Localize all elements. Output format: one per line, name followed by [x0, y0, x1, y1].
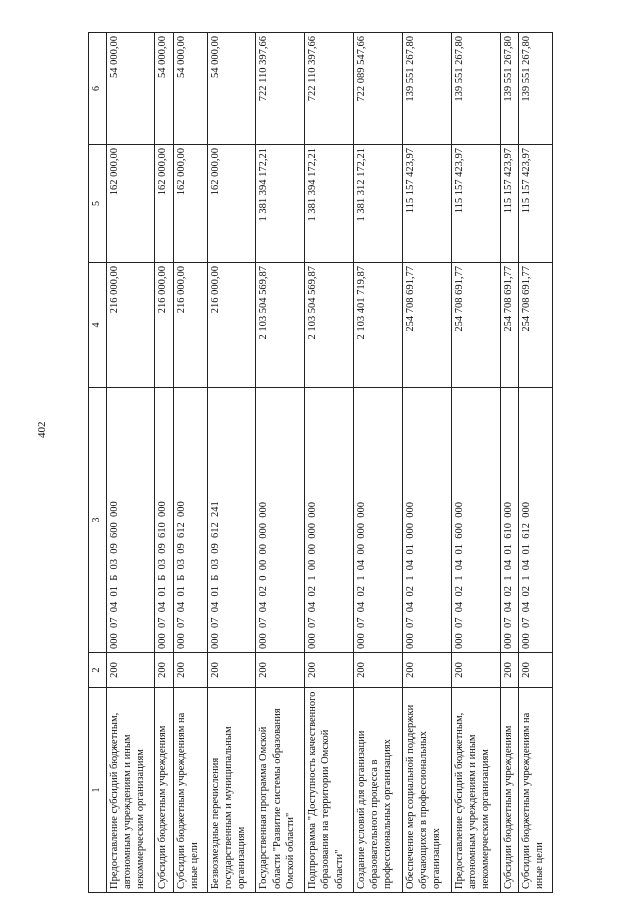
- row-classification: 000 07 04 01 Б 03 09 612 241: [207, 388, 256, 653]
- row-value-col5: 115 157 423,97: [402, 145, 451, 263]
- row-value-col5: 1 381 394 172,21: [256, 145, 305, 263]
- table-row: [305, 33, 354, 893]
- row-code: 200: [305, 653, 354, 688]
- row-value-col6: 722 110 397,66: [305, 33, 354, 145]
- row-value-col5: 1 381 312 172,21: [354, 145, 403, 263]
- row-code: 200: [207, 653, 256, 688]
- row-value-col4: 216 000,00: [207, 263, 256, 388]
- row-code: 200: [402, 653, 451, 688]
- column-header: 5: [89, 145, 107, 263]
- column-header: 4: [89, 263, 107, 388]
- row-value-col6: 139 551 267,80: [519, 33, 553, 145]
- row-classification: 000 07 04 02 1 04 00 000 000: [354, 388, 403, 653]
- row-name: Субсидии бюджетным учреждениям на иные цели: [519, 688, 553, 893]
- budget-table: [88, 32, 553, 893]
- row-value-col4: 254 708 691,77: [451, 263, 500, 388]
- row-value-col4: 2 103 401 719,87: [354, 263, 403, 388]
- row-code: 200: [451, 653, 500, 688]
- row-value-col4: 2 103 504 569,87: [305, 263, 354, 388]
- row-value-col5: 162 000,00: [106, 145, 155, 263]
- row-name: Субсидии бюджетным учреждениям: [155, 688, 174, 893]
- table-row: [256, 33, 305, 893]
- row-classification: 000 07 04 02 0 00 00 000 000: [256, 388, 305, 653]
- row-code: 200: [173, 653, 207, 688]
- row-value-col6: 139 551 267,80: [402, 33, 451, 145]
- row-value-col4: 254 708 691,77: [402, 263, 451, 388]
- page-number: 402: [36, 421, 48, 438]
- table-row: [354, 33, 403, 893]
- table-row: [519, 33, 553, 893]
- rotated-table-container: [88, 33, 553, 893]
- row-classification: 000 07 04 01 Б 03 09 600 000: [106, 388, 155, 653]
- row-value-col4: 254 708 691,77: [500, 263, 519, 388]
- table-row: [173, 33, 207, 893]
- column-header: 3: [89, 388, 107, 653]
- row-code: 200: [106, 653, 155, 688]
- table-row: [106, 33, 155, 893]
- row-classification: 000 07 04 01 Б 03 09 610 000: [155, 388, 174, 653]
- row-code: 200: [519, 653, 553, 688]
- row-value-col6: 54 000,00: [173, 33, 207, 145]
- column-header: 6: [89, 33, 107, 145]
- row-name: Безвозмездные перечисления государственным и муниципальным организациям: [207, 688, 256, 893]
- row-value-col4: 216 000,00: [155, 263, 174, 388]
- row-name: Субсидии бюджетным учреждениям на иные цели: [173, 688, 207, 893]
- row-value-col4: 254 708 691,77: [519, 263, 553, 388]
- row-classification: 000 07 04 02 1 04 01 610 000: [500, 388, 519, 653]
- row-value-col5: 115 157 423,97: [451, 145, 500, 263]
- row-name: Государственная программа Омской области "Развитие системы образования Омской области": [256, 688, 305, 893]
- row-code: 200: [500, 653, 519, 688]
- row-value-col6: 54 000,00: [106, 33, 155, 145]
- row-name: Предоставление субсидий бюджетным, автономным учреждениям и иным некоммерческим организациям: [451, 688, 500, 893]
- row-code: 200: [256, 653, 305, 688]
- row-value-col4: 2 103 504 569,87: [256, 263, 305, 388]
- row-classification: 000 07 04 01 Б 03 09 612 000: [173, 388, 207, 653]
- row-value-col5: 162 000,00: [155, 145, 174, 263]
- row-name: Обеспечение мер социальной поддержки обучающихся в профессиональных организациях: [402, 688, 451, 893]
- row-value-col6: 54 000,00: [155, 33, 174, 145]
- row-value-col5: 115 157 423,97: [519, 145, 553, 263]
- table-row: [402, 33, 451, 893]
- row-classification: 000 07 04 02 1 04 01 600 000: [451, 388, 500, 653]
- row-name: Создание условий для организации образовательного процесса в профессиональных организациях: [354, 688, 403, 893]
- row-value-col6: 139 551 267,80: [500, 33, 519, 145]
- table-row: [500, 33, 519, 893]
- row-value-col6: 722 110 397,66: [256, 33, 305, 145]
- column-header: 2: [89, 653, 107, 688]
- row-value-col5: 162 000,00: [173, 145, 207, 263]
- row-value-col6: 139 551 267,80: [451, 33, 500, 145]
- row-classification: 000 07 04 02 1 04 01 000 000: [402, 388, 451, 653]
- table-row: [207, 33, 256, 893]
- row-name: Предоставление субсидий бюджетным, автономным учреждениям и иным некоммерческим организациям: [106, 688, 155, 893]
- row-value-col6: 54 000,00: [207, 33, 256, 145]
- row-value-col4: 216 000,00: [106, 263, 155, 388]
- table-row: [155, 33, 174, 893]
- row-name: Подпрограмма "Доступность качественного образования на территории Омской области": [305, 688, 354, 893]
- row-code: 200: [354, 653, 403, 688]
- row-value-col4: 216 000,00: [173, 263, 207, 388]
- column-header: 1: [89, 688, 107, 893]
- row-value-col5: 162 000,00: [207, 145, 256, 263]
- row-value-col5: 1 381 394 172,21: [305, 145, 354, 263]
- row-name: Субсидии бюджетным учреждениям: [500, 688, 519, 893]
- row-value-col6: 722 089 547,66: [354, 33, 403, 145]
- row-classification: 000 07 04 02 1 00 00 000 000: [305, 388, 354, 653]
- row-value-col5: 115 157 423,97: [500, 145, 519, 263]
- row-code: 200: [155, 653, 174, 688]
- table-row: [451, 33, 500, 893]
- header-row: [89, 33, 107, 893]
- row-classification: 000 07 04 02 1 04 01 612 000: [519, 388, 553, 653]
